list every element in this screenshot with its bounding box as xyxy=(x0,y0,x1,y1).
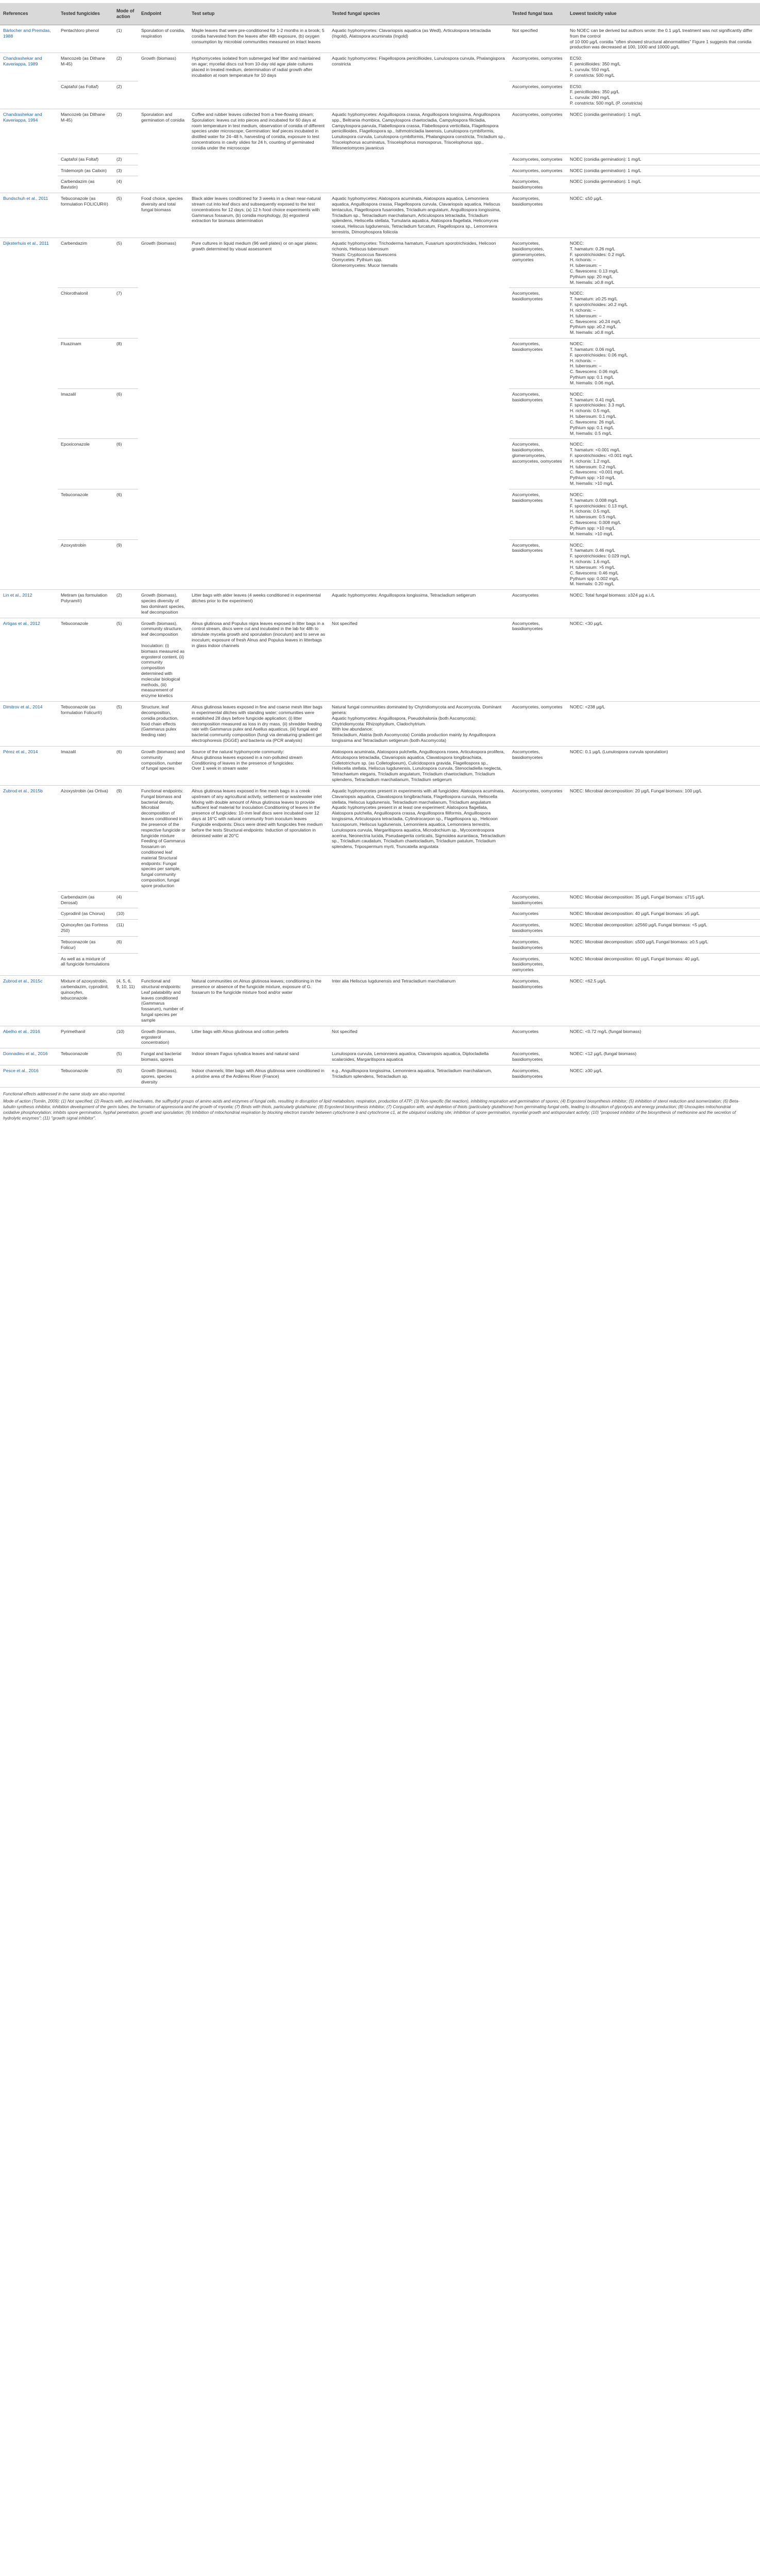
header-row xyxy=(0,3,760,25)
fungal-species-cell xyxy=(329,388,509,439)
fungal-species-cell xyxy=(329,81,509,109)
fungicide-cell: Azoxystrobin (as Ortiva) xyxy=(58,785,113,891)
fungicide-cell: Tebuconazole xyxy=(58,1048,113,1065)
fungicide-cell: Captafol (as Foltaf) xyxy=(58,154,113,165)
endpoint-cell: Growth (biomass), community structure, leaf decomposition Inoculation: (i) biomass measured as ergosterol content, (ii) community composition determined with molecular biological methods, (iii) measurement of enzyme kinetics xyxy=(138,618,189,702)
toxicity-value-cell: EC50: F. penicillioides: 350 µg/L L. curvula: 260 mg/L P. constricta: 500 mg/L (P. constricta) xyxy=(567,81,760,109)
fungal-species-cell: Inter alia Heliscus lugdunensis and Tetracladium marchalianum xyxy=(329,976,509,1026)
mode-of-action-cell: (3) xyxy=(113,165,138,176)
reference-cell xyxy=(0,953,58,975)
endpoint-cell xyxy=(138,176,189,193)
table-row xyxy=(0,746,760,785)
fungal-species-cell: Aquatic hyphomycetes: Alatospora acuminata, Alatospora aquatica, Lemonniera aquatica, Anguillospora crassa, Flagellospora curvula, Clavariopsis aquatica, Heliscus tentaculus, Flagellospora fusarioides, Tricladium angulatum, Anguillospora longissima, Tricladium sp., Tetracladium marchalianum, Articulospora tetracladia, Tricladium splendens, Heliscella stellata, Tumularia aquatica, Alatospora flagellata, Helicomyces roseus, Heliscus lugdunensis, Tetracladium furcatum, Flagellospora sp., Lemonniera terrestris, Dimorphospora foliicola xyxy=(329,193,509,238)
fungal-taxa-cell: Ascomycetes, basidiomycetes xyxy=(509,539,567,590)
test-setup-cell xyxy=(189,891,329,908)
toxicity-value-cell: NOEC: T. hamatum: 0.008 mg/L F. sporotrichioides: 0.13 mg/L H. richonis: 0.5 mg/L H. tuberosum: 0.5 mg/L C. flavescens: 0.008 mg/L Pythium spp: >10 mg/L M. hiemalis: >10 mg/L xyxy=(567,489,760,539)
fungicide-cell: Fluazinam xyxy=(58,338,113,389)
endpoint-cell: Growth (biomass), species diversity of two dominant species, leaf decomposition xyxy=(138,590,189,618)
mode-of-action-cell: (4) xyxy=(113,891,138,908)
fungal-taxa-cell: Ascomycetes, oomycetes xyxy=(509,109,567,154)
reference-cell xyxy=(0,288,58,338)
fungicide-cell: Cyprodinil (as Chorus) xyxy=(58,908,113,920)
table-row xyxy=(0,891,760,908)
table-footnotes xyxy=(3,1092,745,1121)
fungicide-cell: Tebuconazole xyxy=(58,489,113,539)
fungal-species-cell: Aquatic hyphomycetes: Anguillospora longissima, Tetracladium setigerum xyxy=(329,590,509,618)
reference-cell: Bundschuh et al., 2011 xyxy=(0,193,58,238)
toxicity-value-cell: NOEC: ≥30 µg/L xyxy=(567,1065,760,1087)
test-setup-cell xyxy=(189,154,329,165)
endpoint-cell xyxy=(138,338,189,389)
toxicity-table xyxy=(0,3,760,1088)
fungal-species-cell xyxy=(329,891,509,908)
fungal-species-cell: Aquatic hyphomycetes: Flagellospora penicillioides, Lunulospora curvula, Phalangispora constricta xyxy=(329,53,509,81)
fungicide-cell: Tebuconazole (as Folicur) xyxy=(58,936,113,953)
test-setup-cell xyxy=(189,489,329,539)
fungicide-cell: Tebuconazole xyxy=(58,1065,113,1087)
toxicity-value-cell: NOEC: 0.1 µg/L (Lunulospora curvula sporulation) xyxy=(567,746,760,785)
table-row xyxy=(0,1048,760,1065)
table-row xyxy=(0,176,760,193)
endpoint-cell: Growth (biomass), spores, species diversity xyxy=(138,1065,189,1087)
fungicide-cell: Chlorothalonil xyxy=(58,288,113,338)
fungicide-cell: Imazalil xyxy=(58,746,113,785)
toxicity-value-cell: NOEC: <0.72 mg/L (fungal biomass) xyxy=(567,1026,760,1048)
table-body xyxy=(0,25,760,1088)
toxicity-value-cell: NOEC: Microbial decomposition: 40 µg/L Fungal biomass: ≥5 µg/L xyxy=(567,908,760,920)
reference-cell xyxy=(0,489,58,539)
table-row xyxy=(0,976,760,1026)
endpoint-cell xyxy=(138,439,189,489)
mode-of-action-cell: (5) xyxy=(113,193,138,238)
reference-cell: Chandrashekar and Kaveriappa, 1994 xyxy=(0,109,58,154)
fungal-taxa-cell: Ascomycetes, oomycetes xyxy=(509,81,567,109)
endpoint-cell xyxy=(138,288,189,338)
reference-cell xyxy=(0,176,58,193)
column-header: Tested fungicides xyxy=(58,3,113,25)
test-setup-cell xyxy=(189,539,329,590)
fungal-taxa-cell: Ascomycetes xyxy=(509,590,567,618)
test-setup-cell: Natural communities on Alnus glutinosa leaves; conditioning in the presence or absence of the fungicide mixture, exposure of G. fossarum to the fungicide mixture food and/or water xyxy=(189,976,329,1026)
mode-of-action-cell: (6) xyxy=(113,388,138,439)
fungal-taxa-cell: Ascomycetes, basidiomycetes xyxy=(509,388,567,439)
toxicity-value-cell: NOEC (conidia germination): 1 mg/L xyxy=(567,154,760,165)
toxicity-value-cell: NOEC: T. hamatum: 0.41 mg/L F. sporotrichioides: 3.3 mg/L H. richonis: 0.5 mg/L H. tuberosum: 0.1 mg/L C. flavescens: 26 mg/L Pythium spp: 0.1 mg/L M. hiemalis: 0.5 mg/L xyxy=(567,388,760,439)
endpoint-cell xyxy=(138,539,189,590)
endpoint-cell: Growth (biomass) and community composition, number of fungal species xyxy=(138,746,189,785)
endpoint-cell: Functional and structural endpoints: Leaf palatability and leaves conditioned (Gammarus fossarum), number of fungal species per sample xyxy=(138,976,189,1026)
footnote-line-1: Functional effects addressed in the same study are also reported. xyxy=(3,1092,126,1097)
fungal-taxa-cell: Ascomycetes, basidiomycetes xyxy=(509,288,567,338)
fungal-species-cell xyxy=(329,338,509,389)
mode-of-action-cell: (6) xyxy=(113,439,138,489)
toxicity-value-cell: NOEC (conidia germination): 1 mg/L xyxy=(567,165,760,176)
toxicity-value-cell: NOEC: <238 µg/L xyxy=(567,702,760,747)
reference-cell: Abelho et al., 2016 xyxy=(0,1026,58,1048)
mode-of-action-cell: (10) xyxy=(113,908,138,920)
test-setup-cell: Source of the natural hyphomycete community: Alnus glutinosa leaves exposed in a non-polluted stream Conditioning of leaves in the presence of fungicides: Over 1 week in stream water xyxy=(189,746,329,785)
fungicide-cell: Metiram (as formulation Polyram®) xyxy=(58,590,113,618)
fungal-taxa-cell: Ascomycetes, oomycetes xyxy=(509,702,567,747)
reference-cell: Pérez et al., 2014 xyxy=(0,746,58,785)
fungal-species-cell: Alatospora acuminata, Alatospora pulchella, Anguillospora rosea, Articulospora prolifera, Articulospora tetracladia, Clavariopsis aquatica, Clavatospora longibrachiata, Colletotrichum sp. (as Colletogloeum), Culicidospora gravida, Flagellospora sp., Heliscella stellata, Heliscus lugdunensis, Lunulospora curvula, Stenocladiella neglecta, Tetrachaetum elegans, Tricladium angulatum, Tricladium chaetocladium, Tricladium splendens, Tetracladium marchalianum, Tricladium setigerum xyxy=(329,746,509,785)
fungal-taxa-cell: Ascomycetes, basidiomycetes xyxy=(509,1065,567,1087)
reference-cell: Zubrod et al., 2015b xyxy=(0,785,58,891)
reference-cell: Bärlocher and Premdas, 1988 xyxy=(0,25,58,53)
test-setup-cell: Litter bags with Alnus glutinosa and cotton pellets xyxy=(189,1026,329,1048)
reference-cell xyxy=(0,908,58,920)
test-setup-cell: Alnus glutinosa leaves exposed in fine and coarse mesh litter bags in experimental ditches with standing water; communities were established 28 days before fungicide application; (i) litter decomposition measured as loss in dry mass, (ii) shredder feeding rate with Gammarus pulex and Asellus aquaticus, (iii) fungal and bacterial community composition (fungi via denaturing gradient gel electrophoresis (DGGE) and bacteria via (PCR analysis) xyxy=(189,702,329,747)
test-setup-cell: Alnus glutinosa and Populus nigra leaves exposed in litter bags in a control stream, discs were cut and incubated in the lab for 48h to stimulate mycelia growth and sporulation (inoculum) and to serve as inoculum; exposure of fresh Alnus and Populus leaves in litterbags in glass indoor channels xyxy=(189,618,329,702)
fungicide-cell: Captafol (as Foltaf) xyxy=(58,81,113,109)
reference-cell xyxy=(0,338,58,389)
column-header: Lowest toxicity value xyxy=(567,3,760,25)
reference-cell xyxy=(0,936,58,953)
test-setup-cell: Indoor channels; litter bags with Alnus glutinosa were conditioned in a pristine area of the Ardières River (France) xyxy=(189,1065,329,1087)
toxicity-value-cell: NOEC: Microbial decomposition: 60 µg/L Fungal biomass: 40 µg/L xyxy=(567,953,760,975)
table-row xyxy=(0,908,760,920)
toxicity-value-cell: NOEC: T. hamatum: ≥0.25 mg/L F. sporotrichioides: ≥0.2 mg/L H. richonis: – H. tuberosum: – C. flavescens: ≥0.24 mg/L Pythium spp: ≥0.2 mg/L M. hiemalis: ≥0.8 mg/L xyxy=(567,288,760,338)
fungal-species-cell: Aquatic hyphomycetes: Clavariopsis aquatica (as Wedl), Articulospora tetracladia (Ingold), Alatospora acuminata (Ingold) xyxy=(329,25,509,53)
table-row xyxy=(0,953,760,975)
endpoint-cell xyxy=(138,81,189,109)
table-row xyxy=(0,165,760,176)
reference-cell: Dimitrov et al., 2014 xyxy=(0,702,58,747)
reference-cell xyxy=(0,154,58,165)
table-row xyxy=(0,53,760,81)
fungal-taxa-cell: Ascomycetes, basidiomycetes xyxy=(509,1048,567,1065)
endpoint-cell: Fungal and bacterial biomass, spores xyxy=(138,1048,189,1065)
table-row xyxy=(0,920,760,937)
toxicity-value-cell: EC50: F. penicillioides: 350 mg/L L. curvula: 550 mg/L P. constricta: 500 mg/L xyxy=(567,53,760,81)
fungicide-cell: Tridemorph (as Calixin) xyxy=(58,165,113,176)
toxicity-value-cell: NOEC: ≤50 µg/L xyxy=(567,193,760,238)
mode-of-action-cell: (9) xyxy=(113,785,138,891)
table-row xyxy=(0,618,760,702)
fungicide-cell: Quinoxyfen (as Fortress 250) xyxy=(58,920,113,937)
fungal-taxa-cell: Ascomycetes, basidiomycetes xyxy=(509,176,567,193)
table-row xyxy=(0,1026,760,1048)
fungal-species-cell xyxy=(329,165,509,176)
endpoint-cell: Growth (biomass, ergosterol concentration) xyxy=(138,1026,189,1048)
table-row xyxy=(0,539,760,590)
column-header: Endpoint xyxy=(138,3,189,25)
fungicide-cell: Pentachloro phenol xyxy=(58,25,113,53)
endpoint-cell xyxy=(138,936,189,953)
fungal-species-cell xyxy=(329,439,509,489)
fungal-taxa-cell: Ascomycetes, basidiomycetes xyxy=(509,920,567,937)
test-setup-cell xyxy=(189,338,329,389)
endpoint-cell xyxy=(138,908,189,920)
toxicity-value-cell: NOEC: Total fungal biomass: ≥324 µg a.i./L xyxy=(567,590,760,618)
reference-cell xyxy=(0,388,58,439)
reference-cell xyxy=(0,165,58,176)
fungicide-cell: Epoxiconazole xyxy=(58,439,113,489)
mode-of-action-cell: (2) xyxy=(113,109,138,154)
test-setup-cell: Maple leaves that were pre-conditioned for 1-2 months in a brook; 5 conidia harvested from the leaves after 48h exposure, (b) oxygen consumption by microbial communities measured on intact leaves xyxy=(189,25,329,53)
fungicide-cell: Mixture of azoxystrobin, carbendazim, cyprodinil, quinoxyfen, tebuconazole xyxy=(58,976,113,1026)
toxicity-value-cell: NOEC: <62.5 µg/L xyxy=(567,976,760,1026)
mode-of-action-cell: (4) xyxy=(113,176,138,193)
fungal-taxa-cell: Ascomycetes, basidiomycetes xyxy=(509,936,567,953)
mode-of-action-cell: (5) xyxy=(113,618,138,702)
test-setup-cell xyxy=(189,81,329,109)
reference-cell: Zubrod et al., 2015c xyxy=(0,976,58,1026)
toxicity-value-cell: NOEC: Microbial decomposition: ≥2560 µg/L Fungal biomass: <5 µg/L xyxy=(567,920,760,937)
mode-of-action-cell: (6) xyxy=(113,746,138,785)
mode-of-action-cell: (2) xyxy=(113,590,138,618)
toxicity-value-cell: NOEC: T. hamatum: 0.26 mg/L F. sporotrichioides: 0.2 mg/L H. richonis: – H. tuberosum: – C. flavescens: 0.13 mg/L Pythium spp: 20 mg/L M. hiemalis: ≥0.8 mg/L xyxy=(567,238,760,288)
table-row xyxy=(0,785,760,891)
fungal-species-cell xyxy=(329,920,509,937)
test-setup-cell xyxy=(189,439,329,489)
test-setup-cell xyxy=(189,165,329,176)
fungal-taxa-cell: Ascomycetes, basidiomycetes xyxy=(509,193,567,238)
table-row xyxy=(0,388,760,439)
fungal-taxa-cell: Ascomycetes xyxy=(509,908,567,920)
toxicity-value-cell: NOEC: Microbial decomposition: 35 µg/L Fungal biomass: ≤715 µg/L xyxy=(567,891,760,908)
endpoint-cell: Functional endpoints: Fungal biomass and bacterial density, Microbial decomposition of leaves conditioned in the presence of the respective fungicide or fungicide mixture Feeding of Gammarus fossarum on conditioned leaf material Structural endpoints: Fungal species per sample, fungal community composition, fungal spore production xyxy=(138,785,189,891)
table-row xyxy=(0,154,760,165)
endpoint-cell: Food choice, species diversity and total fungal biomass xyxy=(138,193,189,238)
test-setup-cell: Pure cultures in liquid medium (96 well plates) or on agar plates; growth determined by visual assessment xyxy=(189,238,329,288)
column-header: References xyxy=(0,3,58,25)
fungal-taxa-cell: Ascomycetes, basidiomycetes xyxy=(509,976,567,1026)
toxicity-value-cell: NOEC: Microbial decomposition: ≤500 µg/L Fungal biomass: ≥0.5 µg/L xyxy=(567,936,760,953)
fungicide-cell: Carbendazim (as Bavistin) xyxy=(58,176,113,193)
table-row xyxy=(0,936,760,953)
fungal-taxa-cell: Ascomycetes, basidiomycetes, glomeromycetes, oomycetes xyxy=(509,238,567,288)
mode-of-action-cell: (2) xyxy=(113,81,138,109)
fungicide-cell: Carbendazim (as Derosal) xyxy=(58,891,113,908)
test-setup-cell xyxy=(189,936,329,953)
fungal-species-cell xyxy=(329,288,509,338)
reference-cell: Pesce et al., 2016 xyxy=(0,1065,58,1087)
reference-cell xyxy=(0,539,58,590)
fungal-species-cell xyxy=(329,489,509,539)
footnote-mode-of-action: Mode of action (Tomlin, 2009): (1) Not specified; (2) Reacts with, and inactivates, the sulfhydryl groups of amino acids and enzymes of fungal cells, resulting in disruption of lipid metabolism, respiration, production of ATP; (3) Non-specific (fat reaction), inhibiting respiration and germination of spores; (4) Ergosterol biosynthesis inhibitor; (5) inhibition of sterol reduction and isomerization; (6) Beta-tubulin synthesis inhibitor, inhibition development of the germ tubes, the formation of appressoria and the growth of mycelia; (7) Binds with thiols, particularly glutathione; (8) Ergosterol biosynthesis inhibitor; (7) Conjugation with, and depletion of thiols (particularly glutathione) from germinating fungal cells, leading to disruption of glycolysis and energy production; (8) Uncouples mitochondrial oxidative phosphorylation; inhibits spore germination, hyphal penetration, growth and sporulation; (9) Inhibition of mitochondrial respiration by blocking electron transfer between cytochrome b and cytochrome c1, at the ubiquinol oxidizing site; inhibition of spore germination, mycelial growth and antisporulant activity; (10) "proposed inhibitor of the biosynthesis of methionine and the secretion of hydrolytic enzymes"; (11) "growth signal inhibitor". xyxy=(3,1099,740,1121)
table-row xyxy=(0,1065,760,1087)
test-setup-cell xyxy=(189,908,329,920)
reference-cell: Artigas et al., 2012 xyxy=(0,618,58,702)
reference-cell: Lin et al., 2012 xyxy=(0,590,58,618)
fungal-species-cell: Aquatic hyphomycetes: Anguillospora crassa, Anguillospora longissima, Anguillospora spp., Beltrania rhombica, Campylospora chaetocladia, Campylospora filicladia, Campylospora parvula, Flabellospora crassa, Flabellospora verticillata, Flagellospora penicillioides, Flagellospora sp., Isthmotricladia laeensis, Lunulospora cymbiformis, Lunulospora curvula, Lunulospora cymbiformis, Phalangispora constricta, Tricladium sp., Triscelophorus acuminatus, Triscelophorus monosporus, Triscelophorus spp., Wiesneriomyces javanicus xyxy=(329,109,509,154)
mode-of-action-cell: (8) xyxy=(113,338,138,389)
mode-of-action-cell: (4, 5, 6, 9, 10, 11) xyxy=(113,976,138,1026)
fungal-taxa-cell: Not specified xyxy=(509,25,567,53)
reference-cell: Chandrashekar and Kaveriappa, 1989 xyxy=(0,53,58,81)
fungicide-cell: Azoxystrobin xyxy=(58,539,113,590)
table-row xyxy=(0,439,760,489)
mode-of-action-cell: (5) xyxy=(113,1048,138,1065)
endpoint-cell: Sporulation of conidia, respiration xyxy=(138,25,189,53)
fungal-species-cell: Lunulospora curvula, Lemonniera aquatica, Clavariopsis aquatica, Diplocladiella scalaroides, Margaritispora aquatica xyxy=(329,1048,509,1065)
endpoint-cell: Growth (biomass) xyxy=(138,53,189,81)
column-header: Mode of action xyxy=(113,3,138,25)
table-row xyxy=(0,109,760,154)
test-setup-cell: Litter bags with alder leaves (4 weeks conditioned in experimental ditches prior to the experiment) xyxy=(189,590,329,618)
table-row xyxy=(0,489,760,539)
reference-cell xyxy=(0,891,58,908)
mode-of-action-cell: (9) xyxy=(113,539,138,590)
column-header: Test setup xyxy=(189,3,329,25)
fungal-species-cell xyxy=(329,908,509,920)
mode-of-action-cell: (10) xyxy=(113,1026,138,1048)
fungicide-cell: As well as a mixture of all fungicide formulations xyxy=(58,953,113,975)
fungicide-cell: Tebuconazole (as formulation Folicur®) xyxy=(58,702,113,747)
fungicide-cell: Tebuconazole (as formulation FOLICUR®) xyxy=(58,193,113,238)
fungal-species-cell xyxy=(329,154,509,165)
fungal-species-cell xyxy=(329,176,509,193)
test-setup-cell: Hyphomycetes isolated from submerged leaf litter and maintained on agar; mycelial discs cut from 10-day old agar plate cultures placed in treated medium, determination of radial growth after incubation at room temperature for 10 days xyxy=(189,53,329,81)
mode-of-action-cell: (5) xyxy=(113,238,138,288)
mode-of-action-cell: (2) xyxy=(113,154,138,165)
mode-of-action-cell: (7) xyxy=(113,288,138,338)
toxicity-value-cell: NOEC: T. hamatum: 0.46 mg/L F. sporotrichioides: 0.029 mg/L H. richonis: 1.6 mg/L H. tuberosum: >5 mg/L C. flavescens: 0.46 mg/L Pythium spp: 0.002 mg/L M. hiemalis: 0.20 mg/L xyxy=(567,539,760,590)
fungicide-cell: Carbendazim xyxy=(58,238,113,288)
test-setup-cell xyxy=(189,953,329,975)
fungal-taxa-cell: Ascomycetes, oomycetes xyxy=(509,165,567,176)
mode-of-action-cell xyxy=(113,953,138,975)
test-setup-cell: Coffee and rubber leaves collected from a free-flowing stream; Sporulation: leaves cut into pieces and incubated for 60 days at room temperature in test medium, observation of conidia of different species under microscope; Germination: leaf pieces incubated in distilled water for 24–48 h, harvesting of conidia, exposure to test concentrations in cavity slides for 24 h, counting of germinated conidia under the microscope xyxy=(189,109,329,154)
fungicide-cell: Imazalil xyxy=(58,388,113,439)
column-header: Tested fungal taxa xyxy=(509,3,567,25)
endpoint-cell xyxy=(138,388,189,439)
endpoint-cell xyxy=(138,920,189,937)
endpoint-cell: Growth (biomass) xyxy=(138,238,189,288)
mode-of-action-cell: (2) xyxy=(113,53,138,81)
fungal-taxa-cell: Ascomycetes, oomycetes xyxy=(509,785,567,891)
table-row xyxy=(0,193,760,238)
fungicide-cell: Pyrimethanil xyxy=(58,1026,113,1048)
endpoint-cell: Sporulation and germination of conidia xyxy=(138,109,189,154)
reference-cell xyxy=(0,920,58,937)
fungal-taxa-cell: Ascomycetes, basidiomycetes xyxy=(509,489,567,539)
fungal-species-cell: e.g., Anguillospora longissima, Lemonniera aquatica, Tetracladium marchalianum, Tricladium splendens, Tetracladium sp. xyxy=(329,1065,509,1087)
fungal-taxa-cell: Ascomycetes, basidiomycetes xyxy=(509,338,567,389)
toxicity-value-cell: NOEC: <30 µg/L xyxy=(567,618,760,702)
mode-of-action-cell: (11) xyxy=(113,920,138,937)
toxicity-value-cell: NOEC: T. hamatum: 0.06 mg/L F. sporotrichioides: 0.06 mg/L H. richonis: – H. tuberosum: – C. flavescens: 0.06 mg/L Pythium spp: 0.1 mg/L M. hiemalis: 0.06 mg/L xyxy=(567,338,760,389)
table-row xyxy=(0,338,760,389)
toxicity-value-cell: NOEC (conidia germination): 1 mg/L xyxy=(567,109,760,154)
fungal-species-cell xyxy=(329,539,509,590)
table-row xyxy=(0,702,760,747)
endpoint-cell xyxy=(138,165,189,176)
test-setup-cell xyxy=(189,388,329,439)
fungal-species-cell: Aquatic hyphomycetes present in experiments with all fungicides: Alatospora acuminata, Clavariopsis aquatica, Clavatospora longibrachiata, Flagellospora curvula, Heliscella stellata, Heliscus lugdunensis, Tetracladium marchalianum, Tricladium angulatum Aquatic hyphomycetes present in at least one experiment: Alatospora flagellata, Alatospora pulchella, Anguillospora crassa, Anguillospora filiformis, Anguillospora longissima, Articulospora tetracladia, Cylindrocarpon sp., Flagellospora sp., Helicoon fuscosporum, Heliscus lugdunensis, Lemonniera aquatica, Lemonniera terrestris, Lunulospora curvula, Margaritispora aquatica, Microdochium sp., Mycocentrospora acerina, Neonectria lucida, Pseudaegerita corticalis, Sigmoidea aurantiaca, Tetracladium sp., Tricladium caudatum, Tricladium chaetocladium, Tricladium patulum, Tricladium splendens, Tripospermum myrti, Truncatella angustata xyxy=(329,785,509,891)
toxicity-value-cell: NOEC: T. hamatum: <0.001 mg/L F. sporotrichioides: <0.001 mg/L H. richonis: 1.2 mg/L H. tuberosum: 0.2 mg/L C. flavescens: <0.001 mg/L Pythium spp: >10 mg/L M. hiemalis: >10 mg/L xyxy=(567,439,760,489)
test-setup-cell xyxy=(189,920,329,937)
endpoint-cell xyxy=(138,489,189,539)
fungicide-cell: Tebuconazole xyxy=(58,618,113,702)
table-row xyxy=(0,288,760,338)
fungal-species-cell: Natural fungal communities dominated by Chytridiomycota and Ascomycota. Dominant genera: Aquatic hyphomycetes: Anguillospora, Pseudohalonia (both Ascomycota); Chytridiomycota: Rhizophydium, Cladochytrium. With low abundance: Tetracladium, Alatria (both Ascomycota) Conidia production mainly by Anguillospora longissima and Tetracladium setigerum (both Ascomycota) xyxy=(329,702,509,747)
endpoint-cell: Structure, leaf decomposition, conidia production, food chain effects (Gammarus pulex feeding rate) xyxy=(138,702,189,747)
mode-of-action-cell: (1) xyxy=(113,25,138,53)
fungal-species-cell: Not specified xyxy=(329,1026,509,1048)
mode-of-action-cell: (6) xyxy=(113,936,138,953)
test-setup-cell xyxy=(189,288,329,338)
fungal-taxa-cell: Ascomycetes, basidiomycetes xyxy=(509,746,567,785)
fungal-taxa-cell: Ascomycetes, oomycetes xyxy=(509,53,567,81)
reference-cell: Donnadieu et al., 2016 xyxy=(0,1048,58,1065)
table-row xyxy=(0,590,760,618)
fungal-species-cell xyxy=(329,953,509,975)
test-setup-cell: Indoor stream Fagus sylvatica leaves and natural sand xyxy=(189,1048,329,1065)
fungal-species-cell: Aquatic hyphomycetes: Trichoderma hamatum, Fusarium sporotrichioides, Helicoon richonis, Heliscus tuberosum Yeasts: Cryptococcus flavescens Oomycetes: Pythium spp. Glomeromycetes: Mucor hiemalis xyxy=(329,238,509,288)
table-header xyxy=(0,3,760,25)
table-row xyxy=(0,25,760,53)
toxicity-value-cell: NOEC: <12 µg/L (fungal biomass) xyxy=(567,1048,760,1065)
endpoint-cell xyxy=(138,154,189,165)
fungicide-cell: Mancozeb (as Dithane M-45) xyxy=(58,109,113,154)
endpoint-cell xyxy=(138,953,189,975)
table-row xyxy=(0,238,760,288)
mode-of-action-cell: (5) xyxy=(113,1065,138,1087)
test-setup-cell: Alnus glutinosa leaves exposed in fine mesh bags in a creek upstream of any agricultural activity, settlement or wastewater inlet Mixing with double amount of Alnus glutinosa leaves to provide sufficient leaf material for inoculation Conditioning of leaves in the presence of fungicides: 10-mm leaf discs were incubated over 12 days at 16°C with natural community from inoculum leaves Fungicide endpoints: Discs were dried with fungicides free medium before the tests Structural endpoints: Induction of sporulation in deionised water at 20°C xyxy=(189,785,329,891)
fungal-taxa-cell: Ascomycetes, oomycetes xyxy=(509,154,567,165)
fungal-taxa-cell: Ascomycetes, basidiomycetes xyxy=(509,618,567,702)
fungal-taxa-cell: Ascomycetes xyxy=(509,1026,567,1048)
fungal-species-cell: Not specified xyxy=(329,618,509,702)
fungal-taxa-cell: Ascomycetes, basidiomycetes, oomycetes xyxy=(509,953,567,975)
fungal-taxa-cell: Ascomycetes, basidiomycetes xyxy=(509,891,567,908)
mode-of-action-cell: (6) xyxy=(113,489,138,539)
reference-cell xyxy=(0,439,58,489)
toxicity-value-cell: No NOEC can be derived but authors wrote: the 0.1 µg/L treatment was not significantly differ from the control of 10 000 µg/L conidia "often showed structural abnormalities" Figure 1 suggests that conidia production was decreased at 100, 1000 and 10000 µg/L xyxy=(567,25,760,53)
toxicity-value-cell: NOEC: Microbial decomposition: 20 µg/L Fungal biomass: 100 µg/L xyxy=(567,785,760,891)
table-row xyxy=(0,81,760,109)
test-setup-cell: Black alder leaves conditioned for 3 weeks in a clean near-natural stream cut into leaf discs and subsequently exposed to the test concentrations for 12 days; (a) 12 h food choice experiments with Gammarus fossarum, (b) conidia morphology, (b) ergosterol extraction for biomass determination xyxy=(189,193,329,238)
column-header: Tested fungal species xyxy=(329,3,509,25)
fungicide-cell: Mancozeb (as Dithane M-45) xyxy=(58,53,113,81)
test-setup-cell xyxy=(189,176,329,193)
fungal-taxa-cell: Ascomycetes, basidiomycetes, glomeromycetes, ascomycetes, oomycetes xyxy=(509,439,567,489)
reference-cell: Dijksterhuis et al., 2011 xyxy=(0,238,58,288)
mode-of-action-cell: (5) xyxy=(113,702,138,747)
endpoint-cell xyxy=(138,891,189,908)
reference-cell xyxy=(0,81,58,109)
toxicity-value-cell: NOEC (conidia germination): 1 mg/L xyxy=(567,176,760,193)
fungal-species-cell xyxy=(329,936,509,953)
